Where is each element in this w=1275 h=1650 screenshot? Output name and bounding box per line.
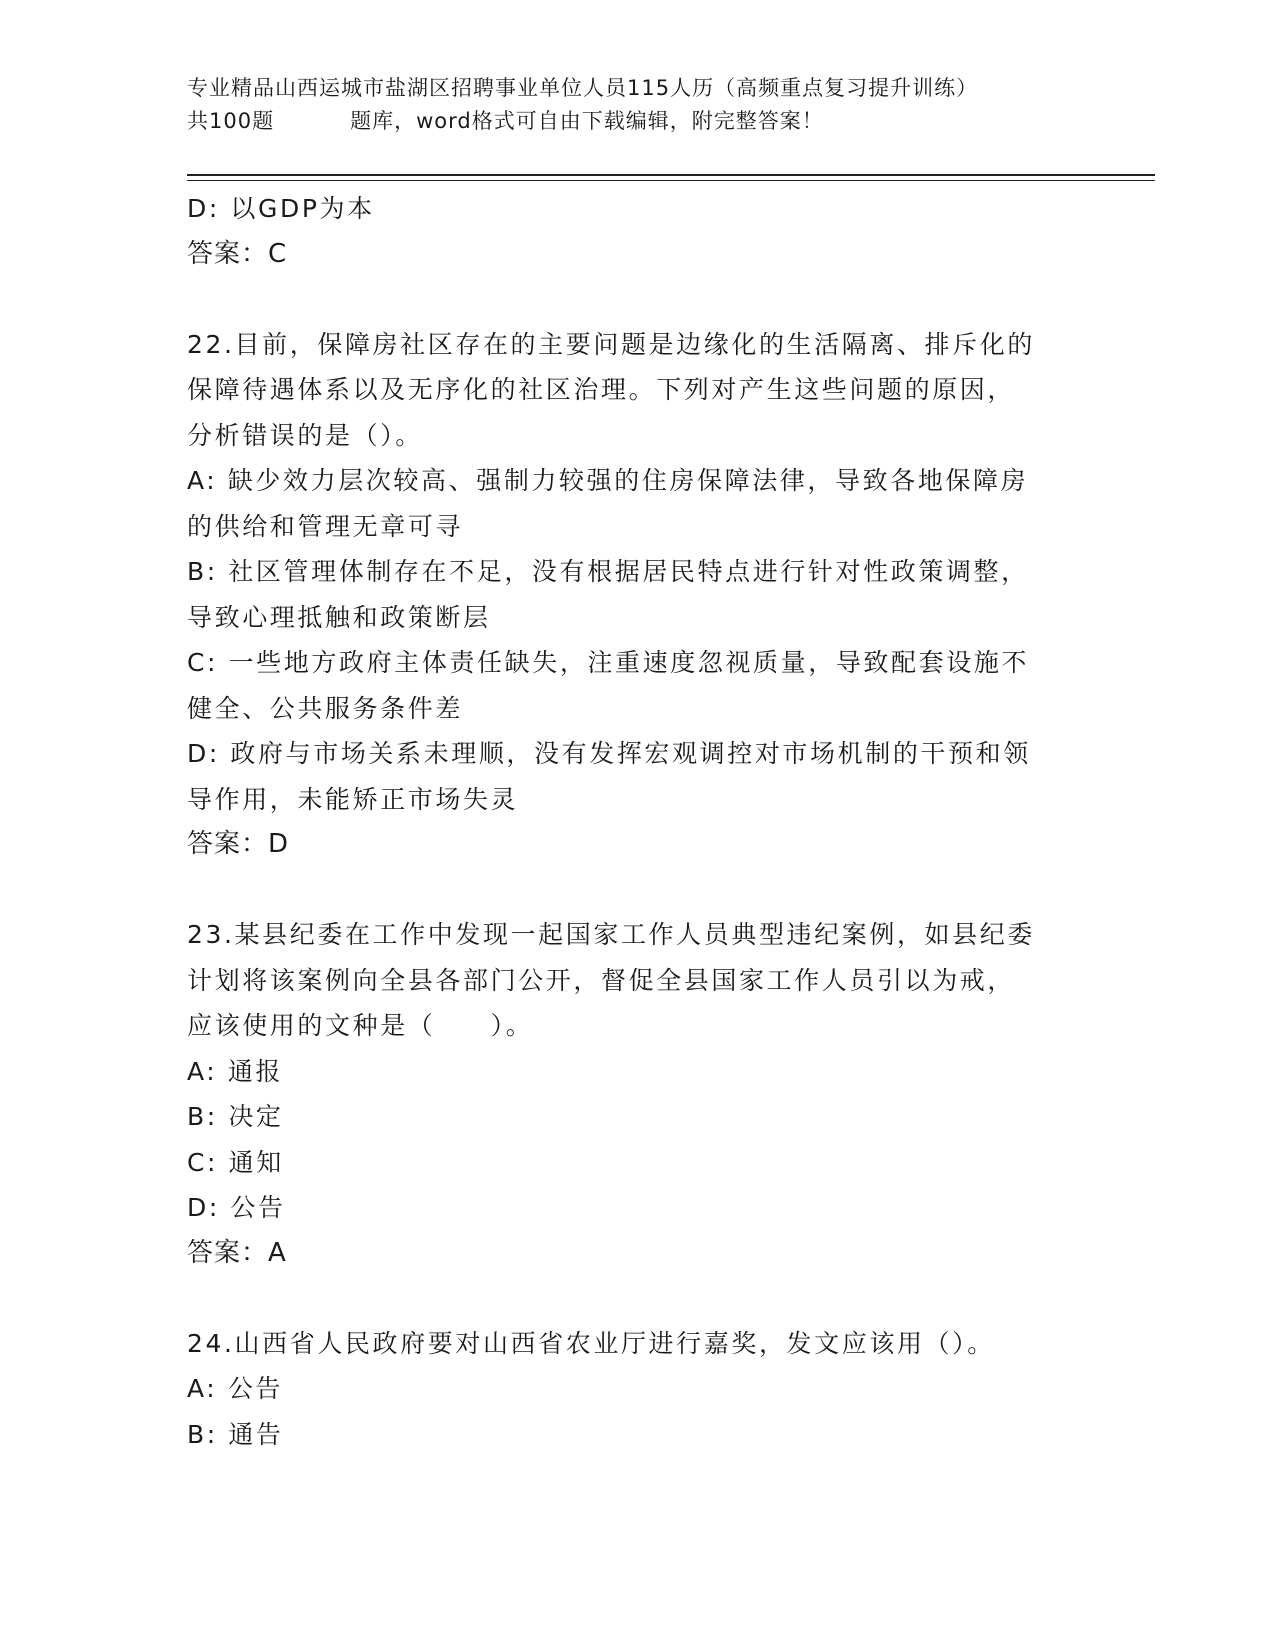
- option-a: A: 缺少效力层次较高、强制力较强的住房保障法律，导致各地保障房: [187, 466, 1029, 495]
- option-d: D: 政府与市场关系未理顺，没有发挥宏观调控对市场机制的干预和领: [187, 739, 1031, 768]
- option-d: D: 以GDP为本: [187, 194, 375, 223]
- option-a-continued: 的供给和管理无章可寻: [187, 511, 464, 541]
- option-b: B: 社区管理体制存在不足，没有根据居民特点进行针对性政策调整，: [187, 557, 1029, 586]
- option-c: C: 通知: [187, 1147, 284, 1177]
- option-d: D: 公告: [187, 1193, 286, 1222]
- document-body: [187, 186, 1087, 1457]
- question-stem-line: 计划将该案例向全县各部门公开，督促全县国家工作人员引以为戒，: [187, 965, 1016, 995]
- header-title-line-1: 专业精品山西运城市盐湖区招聘事业单位人员115人历（高频重点复习提升训练）: [187, 76, 979, 100]
- answer-line: 答案：A: [187, 1237, 287, 1268]
- question-stem-line: 分析错误的是（）。: [187, 420, 423, 450]
- header-title-line-2: [187, 105, 1087, 138]
- question-stem-line: 应该使用的文种是（ ）。: [187, 1011, 534, 1040]
- question-stem-line: 23.某县纪委在工作中发现一起国家工作人员典型违纪案例，如县纪委: [187, 920, 1035, 949]
- option-b: B: 决定: [187, 1102, 284, 1131]
- document-header: [187, 72, 1087, 138]
- previous-question-tail: [187, 186, 1087, 278]
- header-question-count: 共100题: [187, 109, 275, 133]
- option-a: A: 通报: [187, 1056, 284, 1086]
- option-d-continued: 导作用，未能矫正市场失灵: [187, 784, 519, 814]
- answer-line: 答案：D: [187, 829, 290, 859]
- question-stem-line: 24.山西省人民政府要对山西省农业厅进行嘉奖，发文应该用（）。: [187, 1328, 995, 1358]
- option-b-continued: 导致心理抵触和政策断层: [187, 602, 491, 632]
- option-c: C: 一些地方政府主体责任缺失，注重速度忽视质量，导致配套设施不: [187, 648, 1030, 677]
- header-divider-thick: [187, 174, 1155, 176]
- header-description: 题库，word格式可自由下载编辑，附完整答案！: [350, 109, 824, 133]
- question-23: [187, 912, 1087, 1277]
- option-c-continued: 健全、公共服务条件差: [187, 693, 464, 723]
- option-a: A: 公告: [187, 1374, 284, 1403]
- question-stem-line: 保障待遇体系以及无序化的社区治理。下列对产生这些问题的原因，: [187, 375, 1016, 404]
- question-24: [187, 1321, 1087, 1458]
- option-b: B: 通告: [187, 1419, 284, 1449]
- question-stem-line: 22.目前，保障房社区存在的主要问题是边缘化的生活隔离、排斥化的: [187, 329, 1035, 359]
- header-divider-thin: [187, 180, 1155, 181]
- answer-line: 答案：C: [187, 238, 288, 269]
- question-22: [187, 322, 1087, 869]
